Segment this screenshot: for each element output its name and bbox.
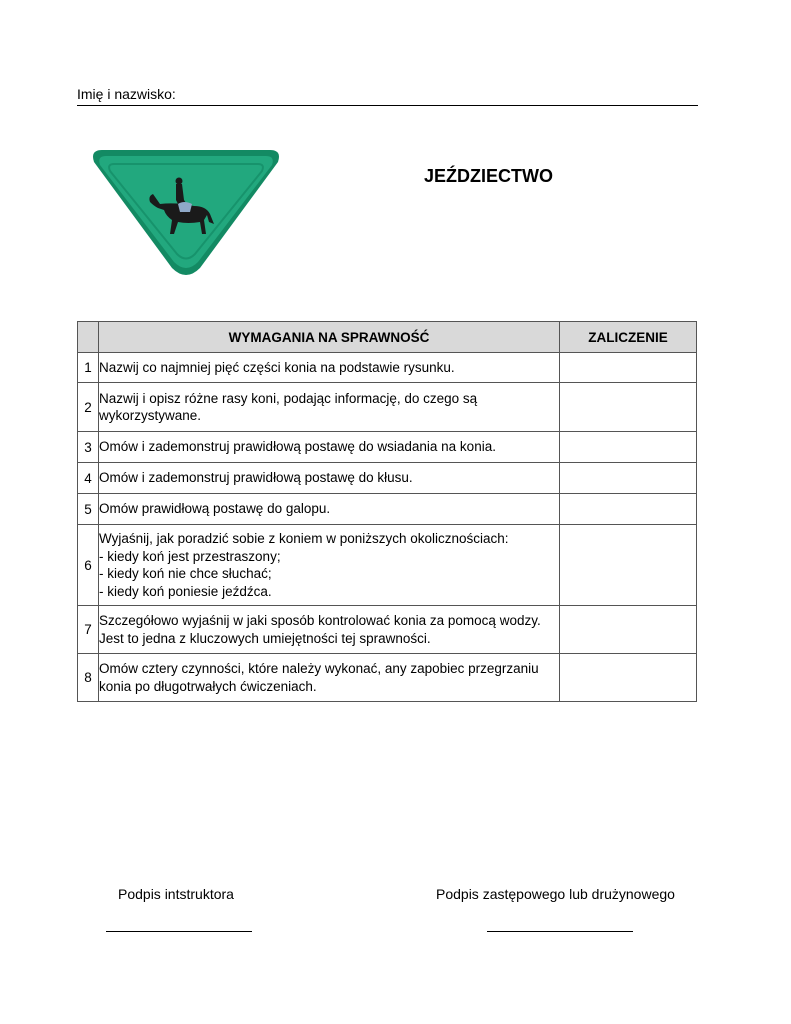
requirement-text: Omów cztery czynności, które należy wykonać, any zapobiec przegrzaniu konia po długotrwałych ćwiczeniach. — [99, 654, 560, 702]
instructor-signature-label: Podpis intstruktora — [118, 886, 234, 902]
completion-cell[interactable] — [560, 525, 697, 606]
leader-signature-line[interactable] — [487, 931, 633, 932]
row-number: 5 — [78, 494, 99, 525]
column-header-completion: ZALICZENIE — [560, 322, 697, 353]
requirement-text: Wyjaśnij, jak poradzić sobie z koniem w poniższych okolicznościach: - kiedy koń jest przestraszony; - kiedy koń nie chce słuchać; - kiedy koń poniesie jeźdźca. — [99, 525, 560, 606]
table-row — [78, 463, 697, 494]
column-header-requirements: WYMAGANIA NA SPRAWNOŚĆ — [99, 322, 560, 353]
completion-cell[interactable] — [560, 383, 697, 432]
page-title: JEŹDZIECTWO — [424, 166, 553, 186]
table-header-row — [78, 322, 697, 353]
table-row — [78, 353, 697, 383]
requirement-text: Szczegółowo wyjaśnij w jaki sposób kontrolować konia za pomocą wodzy. Jest to jedna z kluczowych umiejętności tej sprawności. — [99, 606, 560, 654]
row-number: 8 — [78, 654, 99, 702]
completion-cell[interactable] — [560, 432, 697, 463]
row-number: 4 — [78, 463, 99, 494]
horse-rider-badge-icon — [88, 144, 284, 276]
requirement-text: Nazwij i opisz różne rasy koni, podając informację, do czego są wykorzystywane. — [99, 383, 560, 432]
table-row — [78, 525, 697, 606]
completion-cell[interactable] — [560, 494, 697, 525]
row-number: 7 — [78, 606, 99, 654]
table-row — [78, 383, 697, 432]
instructor-signature-line[interactable] — [106, 931, 252, 932]
requirement-text: Omów i zademonstruj prawidłową postawę do wsiadania na konia. — [99, 432, 560, 463]
requirement-text: Omów prawidłową postawę do galopu. — [99, 494, 560, 525]
requirements-table — [77, 321, 697, 702]
row-number: 1 — [78, 353, 99, 383]
completion-cell[interactable] — [560, 353, 697, 383]
table-row — [78, 606, 697, 654]
table-row — [78, 494, 697, 525]
requirement-text: Nazwij co najmniej pięć części konia na podstawie rysunku. — [99, 353, 560, 383]
leader-signature-label: Podpis zastępowego lub drużynowego — [436, 886, 675, 902]
name-line[interactable] — [77, 105, 698, 106]
table-row — [78, 654, 697, 702]
row-number: 3 — [78, 432, 99, 463]
completion-cell[interactable] — [560, 606, 697, 654]
column-header-number — [78, 322, 99, 353]
row-number: 2 — [78, 383, 99, 432]
completion-cell[interactable] — [560, 654, 697, 702]
completion-cell[interactable] — [560, 463, 697, 494]
requirement-text: Omów i zademonstruj prawidłową postawę do kłusu. — [99, 463, 560, 494]
table-row — [78, 432, 697, 463]
name-label: Imię i nazwisko: — [77, 86, 176, 102]
row-number: 6 — [78, 525, 99, 606]
